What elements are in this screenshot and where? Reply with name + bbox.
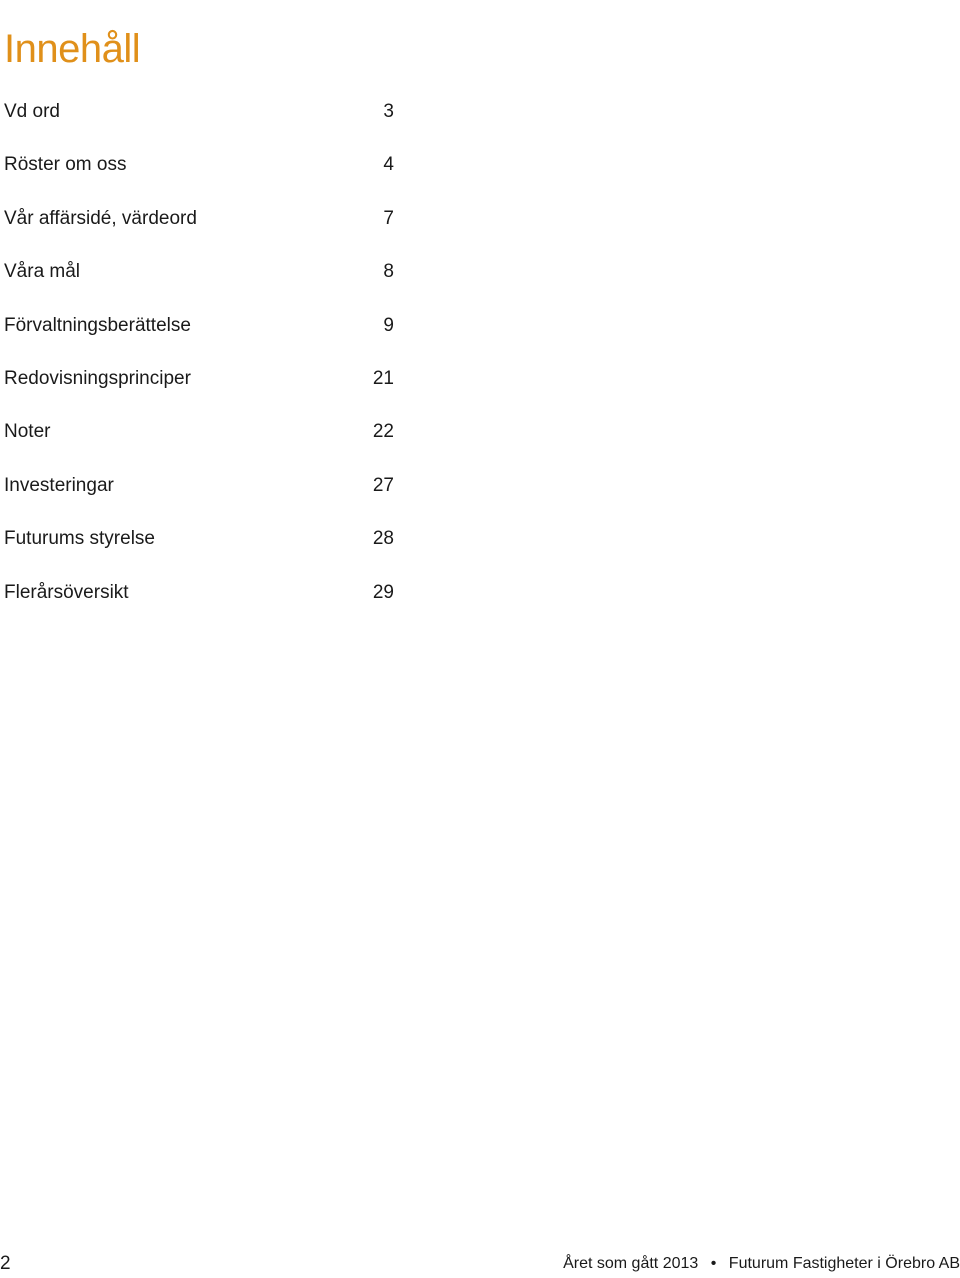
toc-entry-page: 8 (383, 261, 394, 283)
toc-entry[interactable] (4, 257, 396, 310)
toc-entry[interactable] (4, 204, 396, 257)
toc-entry-page: 22 (372, 421, 394, 443)
footer-separator: • (710, 1255, 717, 1272)
toc-entry-page: 27 (372, 474, 394, 496)
toc-entry[interactable] (4, 417, 396, 470)
toc-entry-label: Redovisningsprinciper (4, 367, 191, 389)
toc-entry-label: Vår affärsidé, värdeord (4, 207, 197, 229)
footer-page-number: 2 (0, 1253, 11, 1274)
toc-entry-page: 9 (383, 314, 394, 336)
table-of-contents (4, 97, 396, 631)
footer-publication: Året som gått 2013 (563, 1255, 699, 1272)
toc-entry-page: 28 (372, 528, 394, 550)
toc-entry[interactable] (4, 578, 396, 631)
toc-entry[interactable] (4, 471, 396, 524)
toc-entry-label: Vd ord (4, 101, 60, 122)
toc-entry-label: Röster om oss (4, 154, 127, 176)
toc-entry[interactable] (4, 311, 396, 364)
toc-entry-page: 4 (383, 154, 394, 176)
toc-entry-page: 3 (383, 101, 394, 122)
toc-entry[interactable] (4, 97, 396, 150)
toc-entry-label: Futurums styrelse (4, 528, 155, 550)
toc-entry-page: 7 (383, 207, 394, 229)
toc-entry-page: 21 (372, 367, 394, 389)
page-title: Innehåll (4, 26, 141, 71)
toc-entry[interactable] (4, 364, 396, 417)
toc-entry-label: Våra mål (4, 261, 81, 283)
toc-entry-label: Investeringar (4, 474, 114, 496)
toc-entry[interactable] (4, 150, 396, 203)
footer-running-title (563, 1252, 960, 1276)
footer-company: Futurum Fastigheter i Örebro AB (728, 1255, 960, 1272)
toc-entry-page: 29 (372, 581, 394, 603)
toc-entry-label: Förvaltningsberättelse (4, 314, 191, 336)
toc-entry-label: Flerårsöversikt (4, 581, 129, 603)
toc-entry[interactable] (4, 524, 396, 577)
toc-entry-label: Noter (4, 421, 51, 443)
